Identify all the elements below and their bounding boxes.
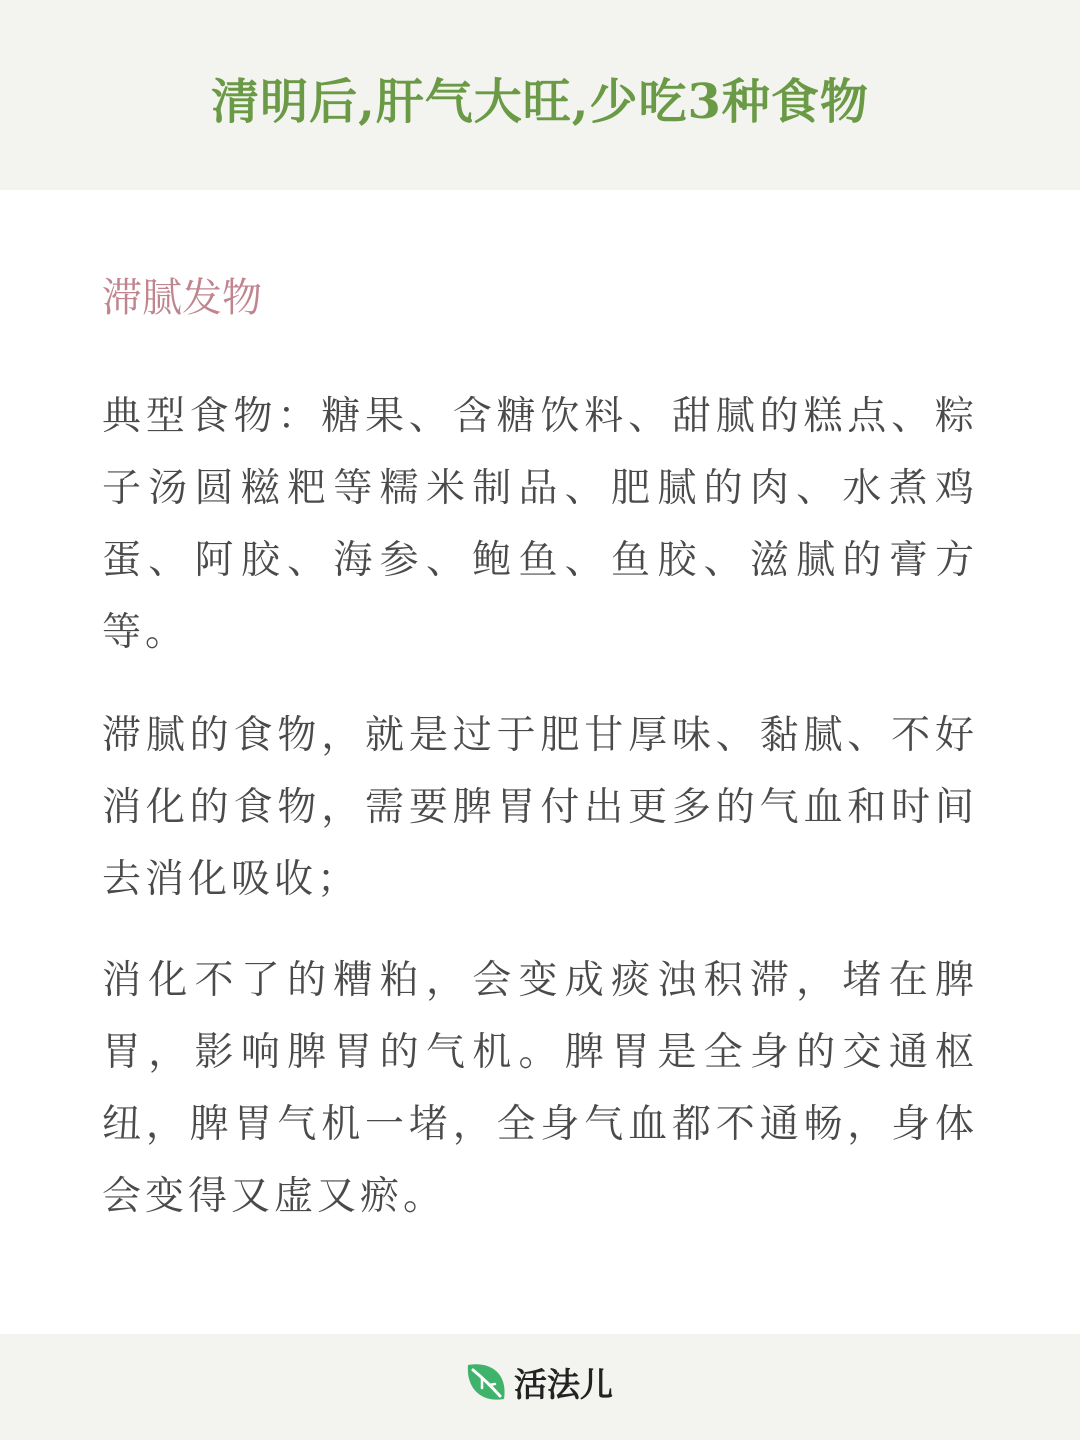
leaf-icon xyxy=(464,1359,510,1405)
brand-logo xyxy=(464,1354,613,1410)
paragraph-definition: 滞腻的食物，就是过于肥甘厚味、黏腻、不好消化的食物，需要脾胃付出更多的气血和时间去消化吸收； xyxy=(102,713,978,902)
paragraph-typical-foods: 典型食物：糖果、含糖饮料、甜腻的糕点、粽子汤圆糍粑等糯米制品、肥腻的肉、水煮鸡蛋、阿胶、海参、鲍鱼、鱼胶、滋腻的膏方等。 xyxy=(102,394,978,655)
section-title: 滞腻发物 xyxy=(102,275,262,321)
page-title: 清明后,肝气大旺,少吃3种食物 xyxy=(211,74,869,130)
paragraph-effects: 消化不了的糟粕，会变成痰浊积滞，堵在脾胃，影响脾胃的气机。脾胃是全身的交通枢纽，脾胃气机一堵，全身气血都不通畅，身体会变得又虚又瘀。 xyxy=(102,958,978,1219)
brand-name: 活法儿 xyxy=(514,1364,613,1404)
